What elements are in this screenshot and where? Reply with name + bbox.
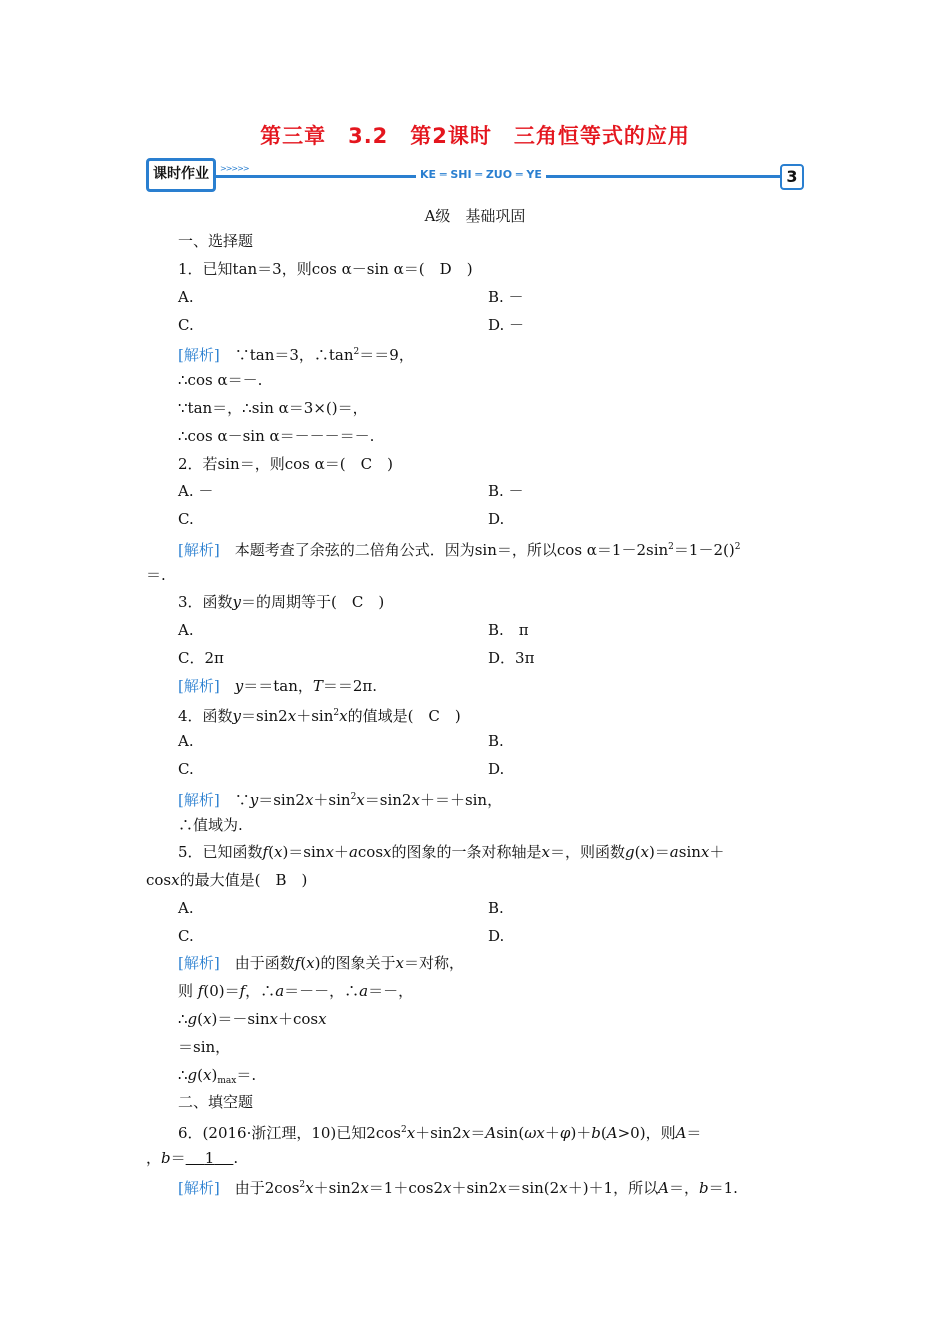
homework-banner (146, 156, 806, 194)
analysis-label: [解析] (178, 541, 220, 559)
banner-number: 3 (780, 164, 804, 190)
q2-option-a: A. － (178, 482, 214, 500)
level-heading: A级 基础巩固 (424, 207, 526, 225)
q2-analysis-2: ＝. (146, 566, 166, 584)
q1-analysis-2: ∴cos α＝－. (178, 371, 263, 389)
q5-stem-1: 5．已知函数f(x)＝sinx＋acosx的图象的一条对称轴是x＝，则函数g(x)＝asinx＋ (178, 843, 725, 861)
q5-stem-2: cosx的最大值是( B ) (146, 871, 308, 889)
q2-analysis-1: [解析] 本题考查了余弦的二倍角公式．因为sin＝，所以$\cos \alpha=1-2\sin^2=1-2()^2$ (178, 541, 741, 559)
q5-analysis-1: [解析] 由于函数f(x)的图象关于x＝对称， (178, 954, 464, 972)
q5-option-d: D. (488, 927, 505, 945)
analysis-label: [解析] (178, 346, 220, 364)
analysis-label: [解析] (178, 677, 220, 695)
page-title: 第三章 3.2 第2课时 三角恒等式的应用 (260, 124, 690, 148)
q1-option-c: C. (178, 316, 194, 334)
q1-answer: D (439, 260, 452, 278)
q3-option-d: D．3π (488, 649, 535, 667)
banner-pinyin: KE ═ SHI ═ ZUO ═ YE (416, 168, 546, 181)
q1-option-d: D. － (488, 316, 525, 334)
analysis-label: [解析] (178, 954, 220, 972)
q5-option-a: A. (178, 899, 194, 917)
q5-answer: B (275, 871, 287, 889)
q1-option-b: B. － (488, 288, 524, 306)
q4-analysis-2: ∴值域为. (178, 816, 243, 834)
q4-answer: C (428, 707, 440, 725)
q5-analysis-4: ＝sin， (178, 1038, 231, 1056)
q4-analysis-1: [解析] $\because y=\sin 2x+\sin^2x=\sin 2x+=+\sin$， (178, 791, 503, 809)
q3-option-c: C．2π (178, 649, 224, 667)
q2-answer: C (360, 455, 373, 473)
analysis-label: [解析] (178, 791, 220, 809)
q1-analysis-4: ∴cos α－sin α＝－－－＝－. (178, 427, 375, 445)
section-fill: 二、填空题 (178, 1093, 254, 1111)
q3-stem: 3．函数y＝的周期等于( C ) (178, 593, 385, 611)
q5-option-c: C. (178, 927, 194, 945)
q1-option-a: A. (178, 288, 194, 306)
q2-option-d: D. (488, 510, 505, 528)
q3-option-b: B. π (488, 621, 529, 639)
q3-option-a: A. (178, 621, 194, 639)
q5-analysis-5: $\therefore g(x)_{max}=$. (178, 1066, 257, 1086)
q4-stem: 4．函数$y=\sin 2x+\sin^2x$的值域是( C ) (178, 707, 461, 725)
q5-analysis-3: ∴g(x)＝－sinx＋cosx (178, 1010, 327, 1028)
q6-answer: 1 (204, 1149, 215, 1167)
q3-answer: C (351, 593, 364, 611)
q6-stem-2: ，b＝ 1 . (146, 1149, 239, 1167)
q5-analysis-2: 则 f(0)＝f，∴a＝－－，∴a＝－， (178, 982, 414, 1000)
analysis-label: [解析] (178, 1179, 220, 1197)
homework-tag: 课时作业 (146, 158, 216, 192)
q4-option-a: A. (178, 732, 194, 750)
section-choice: 一、选择题 (178, 232, 254, 250)
q1-stem: 1．已知tan＝3，则cos α－sin α＝( D ) (178, 260, 473, 278)
q6-stem-1: 6．(2016·浙江理，10)已知$2\cos^2x+\sin 2x=Asin(\omega x+\varphi)+b(A>0)$，则A＝ (178, 1124, 702, 1142)
q4-option-c: C. (178, 760, 194, 778)
q1-analysis-1: [解析] ∵tan＝3，$\therefore\tan^2==9$， (178, 346, 414, 364)
q6-analysis-1: [解析] 由于$2\cos^2x+\sin 2x=1+\cos 2x+\sin 2x=\sin(2x+)+1$，所以A＝，b＝1. (178, 1179, 738, 1197)
q1-analysis-3: ∵tan＝，∴sin α＝3×()＝， (178, 399, 368, 417)
q4-option-d: D. (488, 760, 505, 778)
arrow-icon: >>>>> (220, 164, 249, 173)
q2-option-c: C. (178, 510, 194, 528)
q2-option-b: B. － (488, 482, 524, 500)
q3-analysis-1: [解析] y＝＝tan，T＝＝2π. (178, 677, 378, 695)
q2-stem: 2．若sin＝，则cos α＝( C ) (178, 455, 393, 473)
q5-option-b: B. (488, 899, 504, 917)
q4-option-b: B. (488, 732, 504, 750)
